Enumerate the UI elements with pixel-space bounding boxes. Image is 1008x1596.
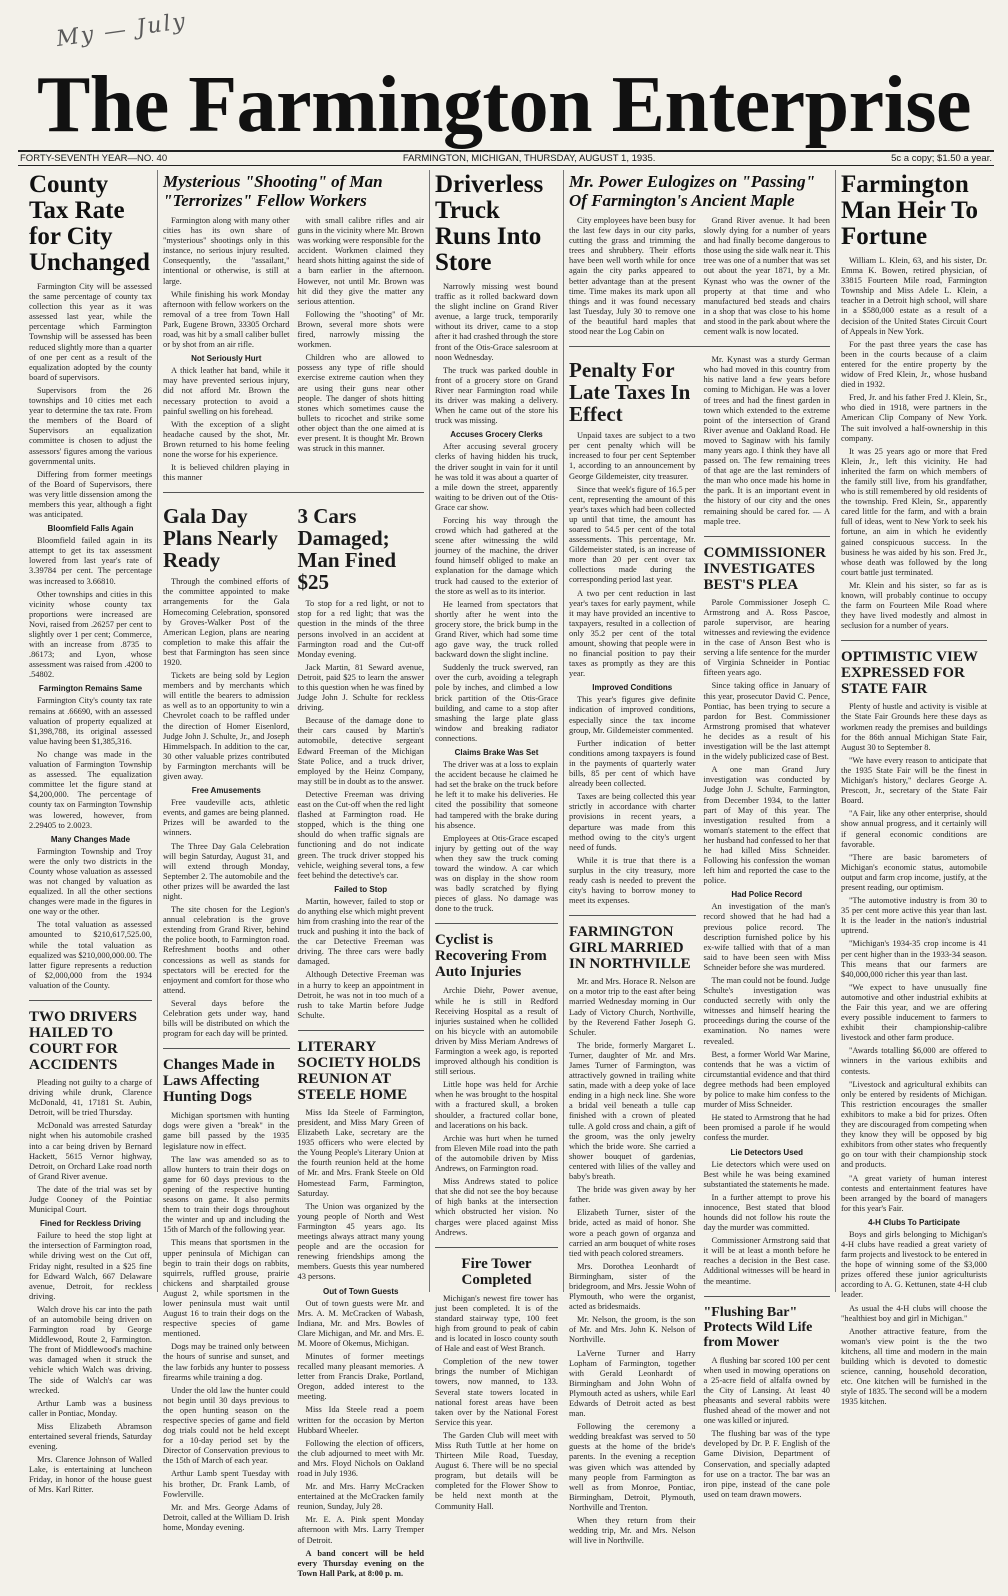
story-body-left — [569, 216, 696, 340]
handwritten-note: My — July — [54, 8, 189, 53]
paragraph: The truck was parked double in front of a grocery store on Grand River near Farmington road while its driver was making a delivery. When he came out of the store his truck was missing. — [435, 365, 558, 426]
paragraph: Pleading not guilty to a charge of driving while drunk, Clarence McDonald, 41, 17181 St. Aubin, Detroit, will be tried Thursday. — [29, 1078, 152, 1118]
column-5 — [569, 355, 696, 1563]
paragraph: The Three Day Gala Celebration will begin Saturday, August 31, and will extend through Monday, September 2. The automobile and the other prizes will be awarded the last night. — [163, 841, 290, 901]
subhead: Farmington Remains Same — [38, 684, 143, 694]
paragraph: Jack Martin, 81 Seward avenue, Detroit, paid $25 to learn the answer to this question when he was fined by Judge John J. Schulte for reckless driving. — [297, 662, 424, 713]
paragraph: A flushing bar scored 100 per cent when used in mowing operations on a 25-acre field of alfalfa owned by the City of Lansing. At least 40 pheasants and several rabbits were flushed ahead of the mower and not one was killed or injured. — [703, 1355, 830, 1426]
story-fire-tower — [435, 1256, 558, 1521]
paragraph: Commissioner Armstrong said that it will be at least a month before he reaches a decision in the Best case. Additional witnesses will be heard in the meantime. — [703, 1236, 830, 1286]
story-literary-society — [298, 1039, 425, 1588]
subhead: Failed to Stop — [334, 884, 388, 894]
paragraph: Suddenly the truck swerved, ran over the curb, avoiding a telegraph pole by inches, and climbed a low brick partition of the Otis-Grace building, and came to a stop after smashing the large plate glass window and breaking radiator connections. — [435, 663, 558, 743]
story-body — [29, 282, 152, 991]
column-6 — [704, 355, 831, 1563]
paragraph: A two per cent reduction in last year's taxes for early payment, while it may have provided an incentive to taxpayers, resulted in a collection of only 35.2 per cent of the total amount, showing that people were in no financial position to pay their taxes as promptly as they are this year. — [569, 588, 696, 679]
paragraph: Farmington along with many other cities has its own share of "mysterious" shootings only in this instance, no serious injury resulted. Consequently, the "assailant," intentional or otherwise, is still at large. — [163, 216, 290, 286]
dateline — [18, 150, 994, 166]
paragraph: Free vaudeville acts, athletic events, and games are being planned. Prizes will be awarded to the winners. — [163, 798, 290, 838]
paragraph: Arthur Lamb spent Tuesday with his brother, Dr. Frank Lamb, of Fowlerville. — [163, 1469, 290, 1499]
subhead: Free Amusements — [191, 786, 261, 796]
paragraph: William L. Klein, 63, and his sister, Dr. Emma K. Bowen, retired physician, of 33815 Fourteen Mile road, Farmington Township and Miss Adele L. Klein, a teacher in a Detroit high school, will share in a $580,000 estate as a result of a decision of the United States Circuit Court of Appeals in New York. — [841, 256, 987, 336]
paragraph: He stated to Armstrong that he had been promised a parole if he would confess the murder. — [703, 1113, 830, 1143]
paragraph: Grand River avenue. It had been slowly dying for a number of years and had finally become dangerous to those using the side walk near it. This tree was one of a number that was set out about the year 1871, by a Mr. Kynast who was the owner of the property at that time and who manufactured bed steads and chairs in a shop that was close to his home and stood in the park about where the cement walk is now located. — [703, 216, 830, 337]
paragraph: Several days before the Celebration gets under way, hand bills will be distributed on which the program for each day will be printed. — [163, 998, 290, 1039]
paragraph: Elizabeth Turner, sister of the bride, acted as maid of honor. She wore a peach gown of organza and carried an arm bouquet of white roses tied with peach colored streamers. — [569, 1208, 696, 1258]
headline-hunting-dogs: Changes Made in Laws Affecting Hunting Dogs — [163, 1057, 275, 1106]
column-7 — [836, 170, 992, 1407]
subhead: Claims Brake Was Set — [454, 748, 539, 758]
headline-girl-married: FARMINGTON GIRL MARRIED IN NORTHVILLE — [569, 924, 691, 973]
story-cyclist — [435, 932, 558, 1247]
headline-flushing-bar: "Flushing Bar" Protects Wild Life from Mower — [703, 1304, 813, 1350]
paragraph: Taxes are being collected this year strictly in accordance with charter provisions in recent years, a departure was made from this method owing to the city's urgent need of funds. — [569, 792, 696, 852]
paragraph: Minutes of former meetings recalled many pleasant memories. A letter from Francis Drake, Portland, Oregon, added interest to the meeting. — [297, 1351, 424, 1402]
paragraph: Dogs may be trained only between the hours of sunrise and sunset, and the law forbids any hunter to possess firearms while training a dog. — [163, 1342, 290, 1382]
story-girl-married — [569, 924, 696, 1555]
paragraph: He learned from spectators that shortly after he went into the grocery store, the brick bump in the Grand River, which had some time ago gave way, the truck rolled backward down the slight incline. — [435, 599, 558, 660]
headline-mysterious-shooting: Mysterious "Shooting" of Man "Terrorizes" Fellow Workers — [163, 172, 383, 210]
paragraph: Farmington Township and Troy were the only two districts in the County whose valuation as assessed was not changed by valuation as equalized. In all the other sections changes were made in the figures in one way or the other. — [29, 846, 152, 917]
subhead: Improved Conditions — [592, 683, 673, 693]
paragraph: Mr. and Mrs. Horace R. Nelson are on a motor trip to the east after being married Wednesday morning in Our Lady of Victory Church, Northville, by the Reverend Father Joseph G. Schuler. — [569, 977, 696, 1037]
paragraph: Best, a former World War Marine, contends that he was a victim of circumstantial evidence and that third degree methods had been employed by police to make him confess to the murder of Miss Schneider. — [703, 1049, 830, 1110]
paragraph: When they return from their wedding trip, Mr. and Mrs. Nelson will live in Northville. — [569, 1516, 696, 1546]
paragraph: Walch drove his car into the path of an automobile being driven on Farmington road by George Middlewood, Route 2, Farmington. The front of Middlewood's machine was damaged when it struck the vehicle which Walch was driving. The side of Walch's car was wrecked. — [29, 1304, 152, 1395]
paragraph: Following the "shooting" of Mr. Brown, several more shots were fired, narrowly missing the workmen. — [297, 309, 424, 350]
story-state-fair — [841, 649, 987, 1416]
story-driverless-truck — [435, 172, 558, 924]
paragraph: Supervisors from the 26 townships and 10 cities met each year to determine the tax rate. From the members of the Board of Supervisors an equalization committee is chosen to adjust the assessors' figures among the various governmental units. — [29, 385, 152, 466]
paragraph: The Garden Club will meet with Miss Ruth Tuttle at her home on Thirteen Mile Road, Tuesday, August 6. There will be no special program, but details will be completed for the Flower Show to be held next month at the Community Hall. — [435, 1430, 558, 1511]
headline-two-drivers: TWO DRIVERS HAILED TO COURT FOR ACCIDENTS — [29, 1009, 137, 1073]
story-county-tax — [29, 172, 152, 1001]
paragraph: An investigation of the man's record showed that he had had a previous police record. The description furnished police by his ex-wife tallied with that of a man said to have been seen with Miss Schneider before she was murdered. — [703, 902, 830, 972]
paragraph: The flushing bar was of the type developed by Dr. P. F. English of the Game Division, Department of Conservation, and specially adapted for use on a tractor. The bar was an iron pipe, instead of the cane pole used on team drawn mowers. — [703, 1429, 830, 1499]
paragraph: Mr. Klein and his sister, so far as is known, will probably continue to occupy the farm on Fourteen Mile Road where they have lived modestly and almost in seclusion for a number of years. — [841, 580, 987, 631]
paragraph: Employees at Otis-Grace escaped injury by getting out of the way when they saw the truck coming toward the window. A car which was on display in the show room was badly scratched by flying pieces of glass. No damage was done to the truck. — [435, 833, 558, 914]
subhead: Not Seriously Hurt — [191, 354, 262, 364]
subhead: Fined for Reckless Driving — [40, 1219, 141, 1229]
paragraph: "Awards totalling $6,000 are offered to winners in the various exhibits and contests. — [841, 1046, 987, 1076]
subhead: Many Changes Made — [50, 834, 131, 844]
headline-heir-fortune: Farmington Man Heir To Fortune — [841, 171, 979, 250]
headline-commissioner: COMMISSIONER INVESTIGATES BEST'S PLEA — [703, 544, 827, 593]
dateline-price: 5c a copy; $1.50 a year. — [891, 153, 992, 164]
paragraph: "A great variety of human interest contests and entertainment features have been arranged by the board of managers for this year's Fair. — [841, 1173, 987, 1213]
paragraph: In a further attempt to prove his innocence, Best stated that blood hounds did not follow his route the day the murder was committed. — [703, 1192, 830, 1233]
story-body-right — [704, 216, 831, 340]
paragraph: LaVerne Turner and Harry Lopham of Farmington, together with Gerald Leonhardt of Birmingham and John Wohn of Plymouth acted as ushers, while Earl Edwards of Detroit acted as best man. — [569, 1348, 696, 1419]
paragraph: Mr. Kynast was a sturdy German who had moved in this country from his native land a few years before coming to Michigan. He was a lover of trees and had the finest garden in town which extended to the extreme point of the intersection of Grand River avenue and Oakland Road. He moved to Saginaw with his family many years ago. I think they have all passed on. The few remaining trees of that age are the last reminders of the man who once made his home in the park. It is an important event in the history of our city and the ones remaining should be cared for. — A maple tree. — [703, 355, 830, 526]
paragraph: A thick leather hat band, while it may have prevented serious injury, did not afford Mr. Brown the necessary protection to avoid a painful swelling on his forehead. — [163, 366, 290, 416]
paragraph: "Livestock and agricultural exhibits can only be entered by residents of Michigan. This restriction encourages the smaller exhibitors to make a bid for prizes. Often they are discouraged from competing when they know they will be opposed by big exhibitors from other states who frequently go on tour with their championship stock and products. — [841, 1079, 987, 1170]
paragraph: Miss Ida Steele read a poem written for the occasion by Merton Hubbard Wheeler. — [297, 1405, 424, 1435]
paragraph: Archie was hurt when he turned from Eleven Mile road into the path of the automobile driven by Miss Andrews, on Farmington road. — [435, 1133, 558, 1174]
dateline-date: FARMINGTON, MICHIGAN, THURSDAY, AUGUST 1, 1935. — [402, 153, 656, 164]
paragraph: Although Detective Freeman was in a hurry to keep an appointment in Detroit, he was not in too much of a rush to take Martin before Judge Schulte. — [297, 970, 424, 1020]
paragraph: Mrs. Clarence Johnson of Walled Lake, is entertaining at luncheon Friday, in honor of the house guest of Mrs. Karl Ritter. — [29, 1455, 152, 1495]
paragraph: It is believed children playing in this manner — [163, 463, 290, 483]
paragraph: To stop for a red light, or not to stop for a red light; that was the question in the minds of the three persons involved in an accident at Farmington road and the Cut-off Monday evening. — [297, 599, 424, 659]
paragraph: No change was made in the valuation of Farmington Township as assessed. The equalization committee let the figure stand at $4,200,000. The percentage of county tax on Farmington Township was lowered, however, from 2.29405 to 2.0023. — [29, 749, 152, 830]
paragraph: Narrowly missing west bound traffic as it rolled backward down the slight incline on Grand River avenue, a large truck, temporarily without its driver, came to a stop after it had crashed through the store front of the Otis-Grace salesroom at noon Wednesday. — [435, 282, 558, 362]
paragraph: with small calibre rifles and air guns in the vicinity where Mr. Brown was working were responsible for the accident. Workmen claimed they heard shots hitting against the side of a barn earlier in the afternoon. However, not until Mr. Brown was hit did they give the matter any serious attention. — [297, 216, 424, 306]
paragraph: Lie detectors which were used on Best while he was being examined substantiated the statements he made. — [703, 1159, 830, 1189]
paragraph: Children who are allowed to possess any type of rifle should exercise extreme caution when they are using their guns near other people. The danger of shots hitting stones which sometimes cause the bullets to ricochet and strike some other object than the one aimed at is ever present. It is thought Mr. Brown was struck in this manner. — [297, 353, 424, 454]
paragraph: Plenty of hustle and activity is visible at the State Fair Grounds here these days as workmen ready the premises and buildings for the 86th annual Michigan State Fair, August 30 to September 8. — [841, 702, 987, 752]
paragraph: Little hope was held for Archie when he was brought to the hospital with a fractured skull, a broken shoulder, a fractured collar bone, and lacerations on his back. — [435, 1080, 558, 1130]
paragraph: Parole Commissioner Joseph C. Armstrong and A. Ross Pascoe, parole supervisor, are hearing witnesses and reviewing the evidence in the case of Anson Best who is serving a life sentence for the murder of Virginia Schneider in Pontiac fifteen years ago. — [703, 597, 830, 678]
paragraph: Farmington City will be assessed the same percentage of county tax collection this year as it was assessed last year, while the percentage which Farmington Township will be assessed has been reduced slightly more than a quarter of one per cent as a result of the equalization adopted by the county board of supervisors. — [29, 282, 152, 382]
paragraph: After accusing several grocery clerks of having hidden his truck, the driver sought in vain for it until he was told it was about a quarter of a mile down the street, apparently waiting to be driven out of the Otis-Grace car show. — [435, 442, 558, 512]
paragraph: Tickets are being sold by Legion members and by merchants which will entitle the bearers to admission as well as to an opportunity to win a Chevrolet coach to be raffled under the direction of Homer Eisenlord, Judge John J. Schulte, Jr., and Joseph Himmelspach. In addition to the car, 30 other valuable prizes contributed by Farmington merchants will be given away. — [163, 671, 290, 782]
paragraph: Differing from former meetings of the Board of Supervisors, there was very little dissension among the members this year, although a fight was anticipated. — [29, 469, 152, 520]
paragraph: Mr. E. A. Pink spent Monday afternoon with Mrs. Larry Tremper of Detroit. — [297, 1515, 424, 1545]
paragraph: Following the ceremony a wedding breakfast was served to 50 guests at the home of the bride's parents. In the evening a reception was given which was attended by many people from Farmington as well as from Monroe, Pontiac, Birmingham, Detroit, Plymouth, Northville and Trenton. — [569, 1422, 696, 1512]
paragraph: "We have every reason to anticipate that the 1935 State Fair will be the finest in Michigan's history," declares George A. Prescott, Jr., secretary of the State Fair Board. — [841, 755, 987, 806]
paragraph: As usual the 4-H clubs will choose the "healthiest boy and girl in Michigan." — [841, 1303, 987, 1323]
column-1 — [24, 170, 158, 1495]
subhead: Bloomfield Falls Again — [47, 524, 134, 534]
headline-literary-society: LITERARY SOCIETY HOLDS REUNION AT STEELE HOME — [297, 1038, 421, 1103]
paragraph: Other townships and cities in this vicinity whose county tax proportions were increased are Novi, raised from .26257 per cent to slightly over 1 per cent; Commerce, with an increase from .8735 to .86173; and Lyon, whose assessment was raised from .4200 to .54802. — [29, 589, 152, 680]
paragraph: Unpaid taxes are subject to a two per cent penalty which will be increased to four per cent September 1, according to an announcement by George Gildemeister, city treasurer. — [569, 431, 696, 481]
paragraph: For the past three years the case has been in the courts because of a claim entered for the entire property by the widow of Fred Klein, Jr., whose husband died in 1932. — [841, 339, 987, 390]
paragraph: The bride was given away by her father. — [569, 1185, 696, 1205]
paragraph: The man could not be found. Judge Schulte's investigation was conducted secretly with only the witnesses and himself hearing the proceedings during the course of the examination. No names were revealed. — [703, 976, 830, 1046]
subhead: 4-H Clubs To Participate — [868, 1217, 960, 1227]
paragraph: This year's figures give definite indication of improved conditions, especially since the tax income group, Mr. Gildemeister commented. — [569, 695, 696, 735]
paragraph: Since that week's figure of 16.5 per cent, representing the amount of this year's taxes which had been collected up until that time, the amount has soared to 54.5 per cent of the total assessments. This percentage, Mr. Gildemeister stated, is an increase of more than 20 per cent over tax collections made during the corresponding period last year. — [569, 484, 696, 585]
story-mysterious-shooting — [163, 172, 424, 493]
subhead: Had Police Record — [731, 890, 803, 900]
paragraph: Miss Ida Steele of Farmington, president, and Miss Mary Green of Elizabeth Lake, secretary are the 1935 officers who were elected by the Young People's Literary Union at the fourth reunion held at the home of Mr. and Mrs. Frank Steele on Old Homestead Farm, Farmington, Saturday. — [297, 1107, 424, 1198]
paragraph: Out of town guests were Mr. and Mrs. A. M. McCracken of Wabash, Indiana, Mr. and Mrs. Bowles of Clare Michigan, and Mr. and Mrs. E. M. Moore of Okemus, Michigan. — [297, 1298, 424, 1348]
paragraph: Under the old law the hunter could not begin until 30 days previous to the open hunting season on the respective species of game and field dog trials could not be held except for a 10-day period set by the Director of Conservation previous to the 15th of March of each year. — [163, 1385, 290, 1466]
paragraph: Miss Andrews stated to police that she did not see the boy because of high banks at the intersection which obstructed her vision. No charges were placed against Miss Andrews. — [435, 1177, 558, 1237]
paragraph: Detective Freeman was driving east on the Cut-off when the red light flashed at Farmington road. He stopped, which is the thing one should do when traffic signals are functioning and do not indicate green. The truck driver stopped his vehicle, weighing several tons, a few feet behind the detective's car. — [297, 789, 424, 880]
story-hunting-dogs — [163, 1057, 290, 1542]
column-4 — [430, 170, 564, 1511]
paragraph: Bloomfield failed again in its attempt to get its tax assessment lowered from last year's rate of 3.39784 per cent. The percentage was increased to 3.66810. — [29, 536, 152, 586]
paragraph: The driver was at a loss to explain the accident because he claimed he had set the brake on the truck before he left it to make his deliveries. He cited the possibility that someone had tampered with the brake during his absence. — [435, 760, 558, 830]
dateline-volume: FORTY-SEVENTH YEAR—NO. 40 — [20, 153, 168, 164]
paragraph: While finishing his work Monday afternoon with fellow workers on the removal of a tree from Town Hall Park, Eugene Brown, 33305 Orchard road, was hit by a small caliber bullet or by shot from an air rifle. — [163, 289, 290, 350]
story-two-drivers — [29, 1009, 152, 1505]
paragraph: It was 25 years ago or more that Fred Klein, Jr., left this vicinity. He had inherited the farm on which members of the family still live, from his grandfather, who is still remembered by old residents of the township. Fred Klein, Sr., apparently cared little for the farm, and with a brain full of ideas, went to New York to seek his fortune, an aim in which he evidently gained conspicuous success. In the business he was aided by his son. Fred Jr., whose death was followed by the long court battle just terminated. — [841, 446, 987, 577]
paragraph: "The automotive industry is from 30 to 35 per cent more active this year than last. It is the leader in the nation's industrial uptrend. — [841, 896, 987, 936]
paragraph: Miss Elizabeth Abramson entertained several friends, Saturday evening. — [29, 1421, 152, 1452]
paragraph: "A Fair, like any other enterprise, should show annual progress, and it certainly will if general economic conditions are favorable. — [841, 809, 987, 849]
paragraph: "We expect to have unusually fine automotive and other industrial exhibits at the Fair this year, and we are offering every possible inducement to farmers to exhibit their championship-calibre livestock and other farm produce. — [841, 982, 987, 1043]
headline-three-cars: 3 Cars Damaged; Man Fined $25 — [297, 504, 397, 595]
story-gala-day — [163, 505, 290, 1049]
story-three-cars — [298, 505, 425, 1031]
story-maple-continued — [704, 355, 831, 537]
paragraph: While it is true that there is a surplus in the city treasury, more ready cash is needed to prevent the city's having to borrow money to meet its expenses. — [569, 855, 696, 906]
paragraph: Since taking office in January of this year, prosecutor David C. Pence, Pontiac, has been trying to secure a pardon for Best. Commissioner Armstrong promised that whatever he decides as a result of his investigation will be the last attempt in the widely publicized case of Best. — [703, 681, 830, 762]
paragraph: Failure to heed the stop light at the intersection of Farmington road, while driving west on the Cut off, Friday night, resulted in a $25 fine for Edward Walch, 667 Delaware avenue, Detroit, for reckless driving. — [29, 1231, 152, 1301]
paragraph: Boys and girls belonging to Michigan's 4-H clubs have readied a great variety of farm projects and livestock to be entered in the hope of winning some of the $3,000 prizes offered these junior agriculturists according to A. G. Kettunen, state 4-H club leader. — [841, 1229, 987, 1300]
story-ancient-maple — [569, 172, 830, 347]
story-flushing-bar — [704, 1305, 831, 1509]
column-2-3 — [158, 170, 430, 1578]
headline-ancient-maple: Mr. Power Eulogizes on "Passing" Of Farmington's Ancient Maple — [569, 172, 816, 210]
story-commissioner — [704, 545, 831, 1297]
headline-county-tax: County Tax Rate for City Unchanged — [29, 171, 150, 276]
paragraph: Mr. Nelson, the groom, is the son of Mr. and Mrs. John K. Nelson of Northville. — [569, 1315, 696, 1345]
paragraph: Farmington City's county tax rate remains at .66690, with an assessed valuation of property equalized at $1,398,788, its original assessed value having been $1,385,316. — [29, 696, 152, 746]
subhead: Accuses Grocery Clerks — [450, 430, 543, 440]
headline-cyclist: Cyclist is Recovering From Auto Injuries — [435, 932, 547, 981]
paragraph: Mr. and Mrs. George Adams of Detroit, called at the William D. Irish home, Monday evening. — [163, 1502, 290, 1532]
paragraph: With the exception of a slight headache caused by the shot, Mr. Brown returned to his home feeling none the worse for his experience. — [163, 419, 290, 459]
paragraph: The site chosen for the Legion's annual celebration is the grove extending from Grand River, behind the police booth, to Farmington road. Refreshment booths and other concessions as well as stands for spectators will be erected for the enjoyment and comfort for those who attend. — [163, 905, 290, 995]
paragraph: The Union was organized by the young people of North and West Farmington 45 years ago. Its meetings always attract many young people and are the occasion for renewing friendships among the members. Guests this year numbered 43 persons. — [297, 1201, 424, 1282]
paragraph: Fred, Jr. and his father Fred J. Klein, Sr., who died in 1918, were partners in the American Clip Company of New York. The suit involved a half-ownership in this company. — [841, 393, 987, 443]
paragraph: City employees have been busy for the last few days in our city parks, cutting the grass and trimming the trees and shrubbery. Their efforts have been well worth while for once again the city parks appeared to better advantage than at the present time. Time makes its mark upon all things and it was found necessary last Tuesday, July 30 to remove one of the beautiful hard maples that stood near the Log Cabin on — [569, 216, 696, 337]
paragraph: McDonald was arrested Saturday night when his automobile crashed into a car being driven by Bernard Hackett, 5615 Vernor highway, Detroit, on Orchard Lake road north of Grand River avenue. — [29, 1121, 152, 1181]
paragraph: Through the combined efforts of the committee appointed to make arrangements for the Gala Homecoming Celebration, sponsored by Groves-Walker Post of the American Legion, plans are nearing completion to make this affair the best that Farmington has seen since 1920. — [163, 577, 290, 667]
paragraph: The bride, formerly Margaret L. Turner, daughter of Mr. and Mrs. James Turner of Farmington, was attractively gowned in trailing white satin, made with a deep yoke of lace ending in a high neck line. She wore a bridal veil beneath a tulle cap finished with a crown of pleated tulle. A gold cross and chain, a gift of the groom, was the only jewelry which the bride wore. She carried a shower bouquet of gardenias, centered with lilies of the valley and baby's breath. — [569, 1040, 696, 1182]
paragraph: Forcing his way through the crowd which had gathered at the scene after witnessing the wild journey of the machine, the driver found himself obliged to make an explanation for the damage which truck had caused to the exterior of the store as well as to its interior. — [435, 515, 558, 596]
story-body-left — [163, 216, 290, 486]
headline-penalty-taxes: Penalty For Late Taxes In Effect — [569, 358, 691, 427]
paragraph: Mr. and Mrs. Harry McCracken entertained at the McCracken family reunion, Sunday, July 28. — [297, 1482, 424, 1512]
paragraph: Martin, however, failed to stop or do anything else which might prevent him from crashing into the rear of the truck and pushing it into the back of the car Detective Freeman was driving. The three cars were badly damaged. — [297, 896, 424, 967]
paragraph: The date of the trial was set by Judge Cooney of the Pointiac Municipal Court. — [29, 1184, 152, 1215]
paragraph: The law was amended so as to allow hunters to train their dogs on game for 60 days previous to the opening of the respective hunting seasons on game. It also permits them to train their dogs throughout the winter and up and including the 15th of March of the following year. — [163, 1154, 290, 1235]
paragraph: Completion of the new tower brings the number of Michigan towers, now manned, to 133. Several state towers located in national forest areas have been taken over by the National Forest Service this year. — [435, 1357, 558, 1427]
headline-fire-tower: Fire Tower Completed — [461, 1255, 532, 1288]
subhead: Out of Town Guests — [323, 1286, 399, 1296]
headline-driverless-truck: Driverless Truck Runs Into Store — [435, 171, 544, 276]
paragraph: This means that sportsmen in the upper peninsula of Michigan can begin to train their dogs on rabbits, squirrels, ruffled grouse, prairie chickens and sharptailed grouse August 2, while sportsmen in the lower peninsula must wait until August 16 to train their dogs on the respective species of game mentioned. — [163, 1238, 290, 1339]
paragraph: Another attractive feature, from the woman's view point is the the two kitchens, all time and modern in the main building which is devoted to domestic science, canning, household decoration, etc. One kitchen will be furnished in the style of 1835. The second will be a modern 1935 kitchen. — [841, 1326, 987, 1407]
paragraph: Arthur Lamb was a business caller in Pontiac, Monday. — [29, 1398, 152, 1418]
paragraph: Archie Diehr, Power avenue, while he is still in Redford Receiving Hospital as a result of injuries sustained when he collided on his bicycle with an automobile driven by Miss Meriam Andrews of Farmington a week ago, is reported improved although his condition is still serious. — [435, 986, 558, 1077]
paragraph: Mrs. Dorothea Leonhardt of Birmingham, sister of the bridegroom, and Mrs. Jessie Wohn of Plymouth, who were the organist, acted as bridesmaids. — [569, 1261, 696, 1312]
paragraph: Following the election of officers, the club adjourned to meet with Mr. and Mrs. Floyd Nichols on Oakland road in July 1936. — [297, 1438, 424, 1478]
paragraph: Michigan sportsmen with hunting dogs were given a "break" in the game bill passed by the 1935 legislature now in effect. — [163, 1111, 290, 1151]
subhead: Lie Detectors Used — [730, 1147, 803, 1157]
paragraph: "There are basic barometers of Michigan's economic status, automobile output and farm crop income, justify, at the present reading, our optimism. — [841, 852, 987, 892]
column-2 — [163, 501, 290, 1596]
paragraph: "Michigan's 1934-35 crop income is 41 per cent higher than in the 1933-34 season. This means that our farmers are $40,000,000 richer this year than last. — [841, 939, 987, 979]
paragraph: The total valuation as assessed amounted to $210,617,525.00, while the total valuation as equalized was $210,000,000.00. The latter figure represents a reduction of $2,000,000 from the 1934 valuation of the County. — [29, 920, 152, 990]
newspaper-columns — [24, 170, 992, 1578]
paragraph: Michigan's newest fire tower has just been completed. It is of the standard stairway type, 100 feet high from ground to peak of cabin and is located in Iosco county south of Hale and east of West Branch. — [435, 1293, 558, 1354]
headline-gala-day: Gala Day Plans Nearly Ready — [163, 504, 278, 573]
paragraph: Because of the damage done to their cars caused by Martin's automobile, detective sergeant Edward Freeman of the Michigan State Police, and a truck driver, employed by the Heinz Company, may still be in doubt as to the answer. — [297, 716, 424, 786]
story-body-right — [298, 216, 425, 486]
masthead: The Farmington Enterprise — [36, 61, 972, 149]
paragraph: A band concert will be held every Thursday evening on the Town Hall Park, at 8:00 p. m. — [297, 1548, 424, 1578]
story-heir-fortune — [841, 172, 987, 641]
paragraph: Further indication of better conditions among taxpayers is found in the payments of quarterly water bills, 85 per cent of which have already been collected. — [569, 738, 696, 789]
column-5-6 — [564, 170, 836, 1546]
headline-state-fair: OPTIMISTIC VIEW EXPRESSED FOR STATE FAIR — [841, 649, 978, 698]
column-3 — [298, 501, 425, 1596]
story-penalty-taxes — [569, 359, 696, 916]
paragraph: A one man Grand Jury investigation was conducted by Judge John J. Schulte, Farmington, from December 1934, to the latter part of May of this year. The investigation resulted from a woman's statement to the effect that her husband had confessed to her that he had killed Miss Schneider. Following his confession the woman left him and reported the case to the police. — [703, 765, 830, 886]
